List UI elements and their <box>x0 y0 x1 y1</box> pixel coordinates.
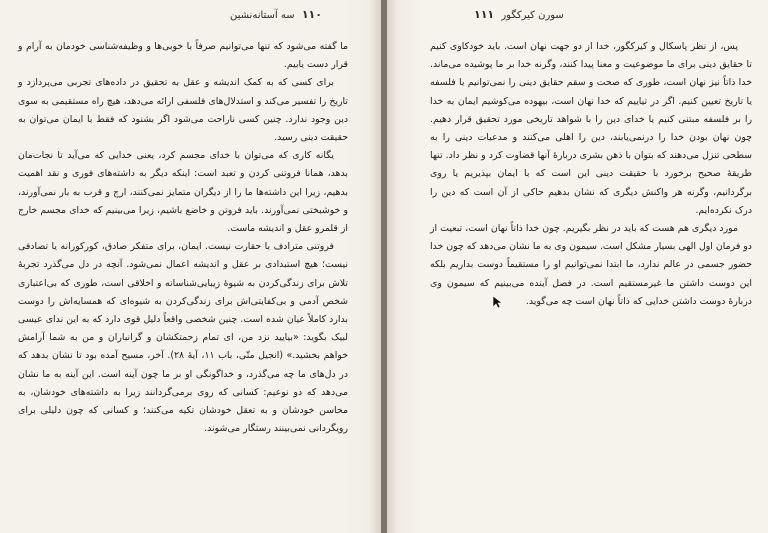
right-page-header <box>470 8 564 21</box>
right-paragraph-1: پس، از نظر پاسکال و کیرکگور، خدا از دو جهت نهان است. باید خودکاوی کنیم تا حقایق دینی برای ما موضوعیت و معنا پیدا کنند، وگرنه خدا بر ما پوشیده می‌ماند. خدا ذاتاً نیز نهان است، طوری که صحت و سقم حقایق دینی را نمی‌توانیم با فلسفه یا تاریخ تعیین کنیم. اگر در تیاییم که خدا نهان است، بیهوده می‌کوشیم ایمان به خدا را بر فلسفه مبتنی کنیم یا خدای دین را با شواهد تاریخی مورد تحقیق قرار دهیم. چون نهان بودن خدا را درنمی‌یابند، دین را اهلی می‌کنند و مدعیات دینی را به سطحی تنزل می‌دهند که بتوان با ذهن بشری دربارهٔ آنها قضاوت کرد و نظر داد. تنها طریقهٔ صحیح برخورد با حقیقت دینی این است که با ایمان بپذیریم یا روی برگردانیم، وگرنه هر واکنش دیگری که نشان بدهیم حاکی از آن است که دین را درک نکرده‌ایم. <box>430 41 752 216</box>
left-paragraph-3: یگانه کاری که می‌توان با خدای مجسم کرد، یعنی خدایی که می‌آید تا نجات‌مان بدهد، همانا فروتنی کردن و تعبد است: اینکه دیگر به داشته‌های فوری و نقد اهمیت بدهیم، زیرا این داشته‌ها ما را از دیگران متمایز نمی‌کنند، ارج و قرب به بار نمی‌آورند، و خوشبختی نمی‌آورند. باید فروتن و خاضع باشیم، زیرا می‌بینیم که خدای مجسم خارج از قلمرو عقل و اندیشه ماست. <box>18 150 348 235</box>
right-paragraph-2: مورد دیگری هم هست که باید در نظر بگیریم. چون خدا ذاتاً نهان است، تبعیت از دو فرمان اول الهی بسیار مشکل است. سیمون وی به ما نشان می‌دهد که چون خدا حضور جسمی در عالم ندارد، ما ابتدا نمی‌توانیم او را مستقیماً دوست بداریم بلکه این دوست داشتن ما غیرمستقیم است. در فصل آینده می‌بینیم که سیمون وی دربارهٔ دوست داشتن خدایی که ذاتاً نهان است چه می‌گوید. <box>430 223 752 307</box>
left-paragraph-2: برای کسی که به کمک اندیشه و عقل به تحقیق در داده‌های تجربی می‌پردازد و تاریخ را تفسیر می‌کند و استدلال‌های فلسفی ارائه می‌دهد، هیچ راه مستقیمی به سوی دین وجود ندارد. چنین کسی ناراحت می‌شود اگر بشنود که فقط با ایمان می‌توان به حقیقت دینی رسید. <box>18 77 348 144</box>
left-page-title: سه آستانه‌نشین <box>230 10 295 21</box>
right-page-title: سورن کیرکگور <box>501 10 564 21</box>
right-page-number: ۱۱۱ <box>474 8 495 21</box>
right-page-body <box>430 38 752 311</box>
left-paragraph-1: ما گفته می‌شود که تنها می‌توانیم صرفاً با خوبی‌ها و وظیفه‌شناسی خودمان به آرام و قرار دست یابیم. <box>18 41 348 71</box>
left-page-number: ۱۱۰ <box>301 8 322 21</box>
left-page-body <box>18 38 348 438</box>
left-paragraph-4: فروتنی مترادف با حقارت نیست. ایمان، برای متفکر صادق، کورکورانه یا تصادفی نیست؛ هیچ استبدادی بر عقل و اندیشه اعمال نمی‌شود. آنچه در دل می‌گذرد تجربهٔ تلاش برای زندگی‌کردن به شیوهٔ زیبایی‌شناسانه و اخلاقی است، طوری که بی‌اعتباری شخص آدمی و بی‌کفایتی‌اش برای زندگی‌کردن به شیوه‌ای که همسایه‌اش را دوست بدارد کاملاً عیان شده است. چنین شخصی واقعاً دلیل قوی دارد که به این ندای عیسی لبیک بگوید: «بیایید نزد من، ای تمام زحمتکشان و گرانباران و من به شما آرامش خواهم بخشید.» (انجیل متّی، باب ۱۱، آیهٔ ۲۸). آخر، مسیح آمده بود تا نشان بدهد که در دل‌های ما چه می‌گذرد، و خداگونگی او بر ما چون آینه است. این آینه به ما نشان می‌دهد که دو نوعیم: کسانی که روی برمی‌گردانند زیرا به داشته‌های خودشان، به محاسن خودشان و به تعقل خودشان تکیه می‌کنند؛ و کسانی که چون دلیلی برای رویگردانی نمی‌بینند رستگار می‌شوند. <box>18 241 348 435</box>
mouse-pointer-icon <box>492 295 502 309</box>
left-page-header <box>230 8 326 21</box>
left-page <box>0 0 381 533</box>
